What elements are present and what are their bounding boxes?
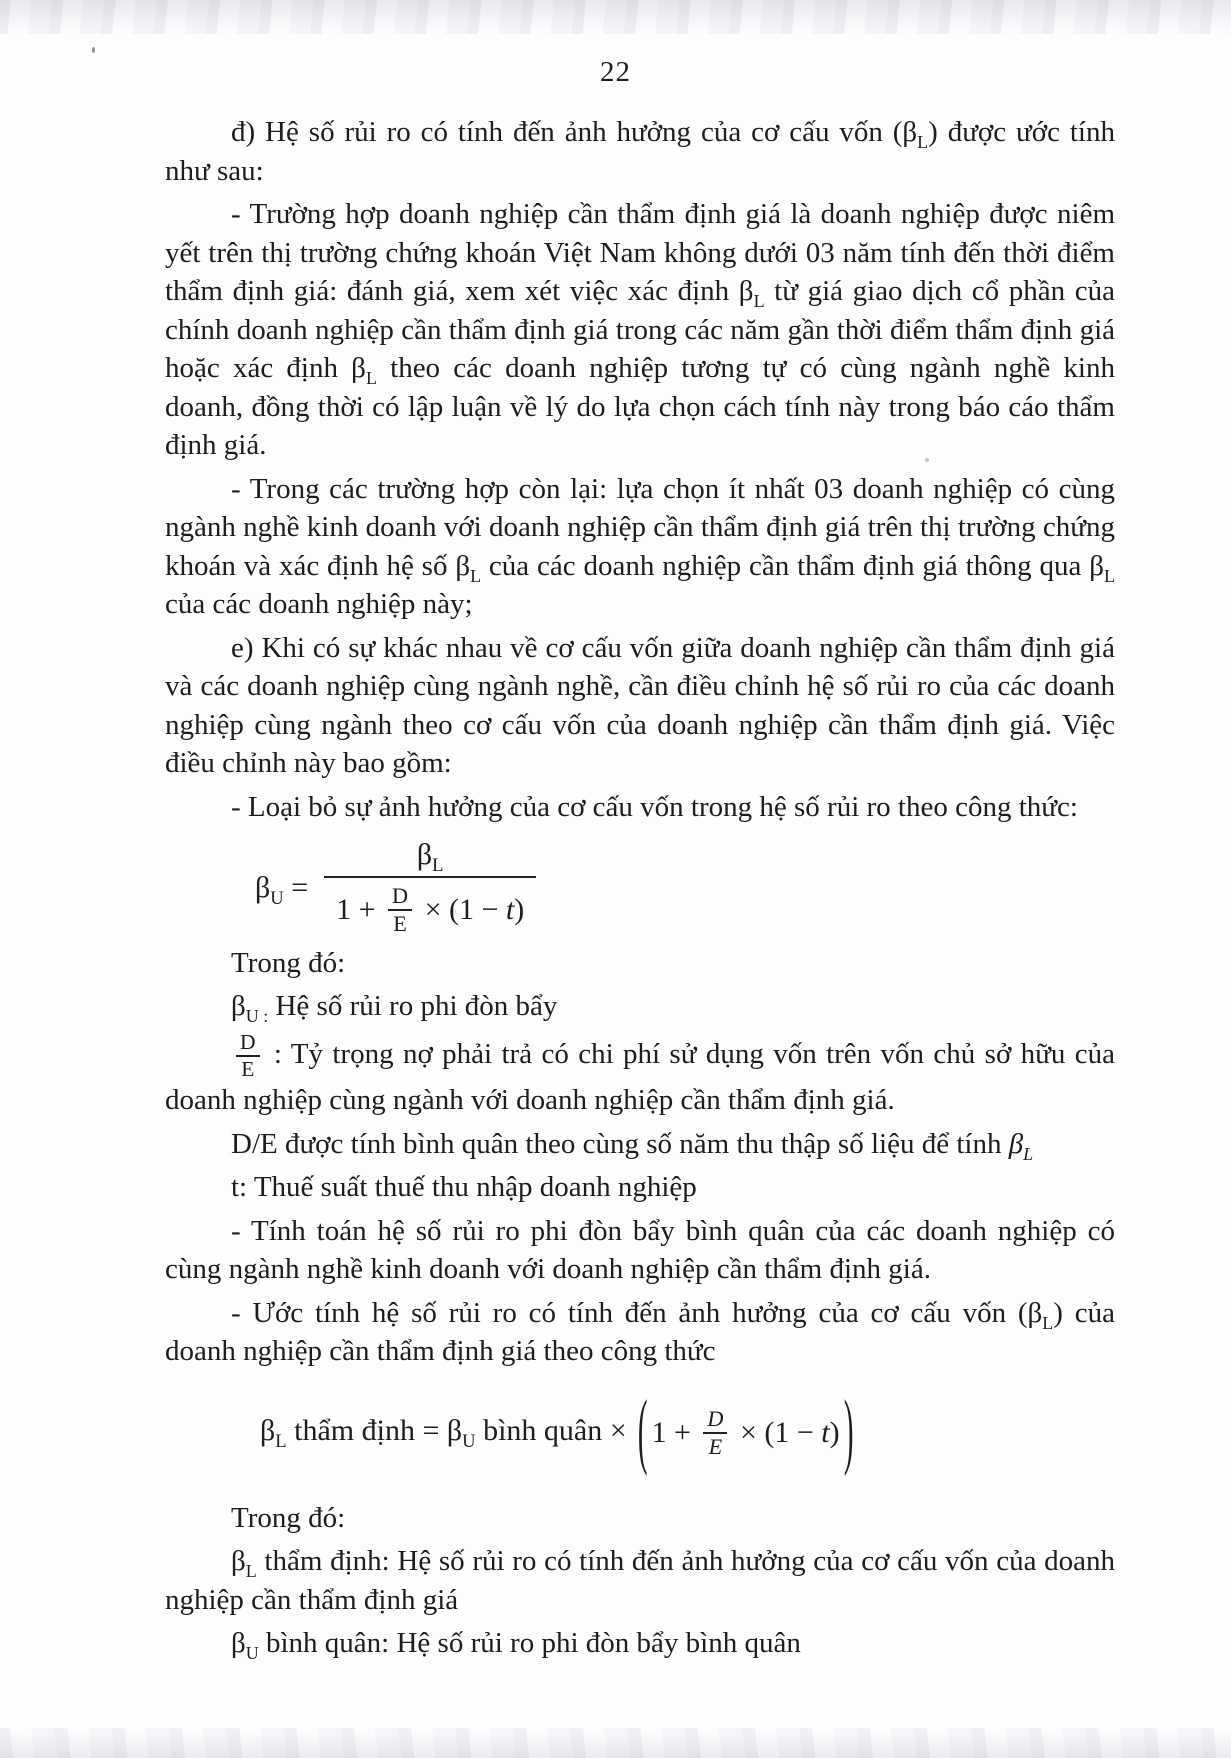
fraction-numerator [409, 840, 452, 876]
para-item-d [165, 113, 1115, 190]
text-segment: Hệ số rủi ro phi đòn bẩy [268, 990, 558, 1023]
text-segment: β [231, 990, 246, 1023]
text-segment: Trong đó: [231, 946, 346, 979]
formula-beta-levered [260, 1383, 1115, 1479]
formula-lhs [255, 870, 309, 909]
text-segment: Trong đó: [231, 1501, 346, 1534]
fraction-denominator [324, 876, 536, 936]
text-segment: β [1008, 1127, 1024, 1160]
text-segment: L [365, 367, 377, 388]
text-segment: theo các doanh nghiệp tương tự có cùng ngành nghề kinh doanh, đồng thời có lập luận về lý do lựa chọn cách tính này trong báo cáo thẩm định giá. [165, 352, 1115, 461]
text-segment: thẩm định = β [286, 1413, 463, 1447]
text-segment: t [505, 892, 515, 926]
text-segment: L [1023, 1143, 1034, 1164]
paren-inner [651, 1407, 839, 1459]
para-other-cases [165, 470, 1115, 624]
fraction-D-E: $\frac{D}{E}$ [236, 1031, 260, 1081]
text-segment: - Trong các trường hợp còn lại: lựa chọn ít nhất 03 doanh nghiệp có cùng ngành nghề kinh doanh với doanh nghiệp cần thẩm định giá trên thị trường chứng khoán và xác định hệ số β [165, 472, 1115, 582]
text-segment: β [231, 1545, 246, 1578]
paren-close: ) [843, 1385, 854, 1478]
text-segment: 1 + [336, 892, 384, 926]
text-segment: ) [514, 892, 525, 926]
def-de-ratio [165, 1031, 1115, 1120]
text-segment: × (1 − [732, 1416, 822, 1450]
text-segment: L [432, 855, 444, 876]
formula-beta-unlevered [255, 840, 536, 936]
text-segment: U [245, 1643, 259, 1664]
text-segment: L [245, 1561, 257, 1582]
para-listed-company-case [165, 195, 1115, 465]
text-segment: × (1 − [417, 892, 506, 926]
text-segment: L [917, 131, 929, 152]
text-segment: β [260, 1413, 276, 1447]
text-segment: ) của doanh nghiệp cần thẩm định giá theo công thức [165, 1296, 1115, 1368]
text-segment: t [821, 1416, 830, 1450]
text-segment: - Ước tính hệ số rủi ro có tính đến ảnh hưởng của cơ cấu vốn (β [231, 1296, 1043, 1329]
text-segment: D/E được tính bình quân theo cùng số năm thu thập số liệu để tính [231, 1127, 1009, 1160]
text-segment: L [1104, 565, 1115, 586]
text-segment: từ giá giao dịch cổ phần của chính doanh nghiệp cần thẩm định giá trong các năm gần thời điểm thẩm định giá hoặc xác định β [165, 275, 1115, 384]
text-segment: ) [829, 1416, 840, 1450]
text-segment: L [275, 1430, 287, 1452]
text-segment: L [753, 290, 765, 311]
text-segment: t: Thuế suất thuế thu nhập doanh nghiệp [231, 1171, 697, 1204]
big-fraction [324, 840, 536, 936]
para-compute-average [165, 1212, 1115, 1289]
text-segment: : Tỷ trọng nợ phải trả có chi phí sử dụng vốn trên vốn chủ sở hữu của doanh nghiệp cùng ngành với doanh nghiệp cần thẩm định giá. [165, 1037, 1115, 1117]
page-number: 22 [600, 56, 631, 88]
para-trong-do-2 [165, 1499, 1115, 1538]
text-segment: của các doanh nghiệp cần thẩm định giá thông qua β [481, 549, 1105, 582]
para-item-e [165, 629, 1115, 783]
text-segment: - Tính toán hệ số rủi ro phi đòn bẩy bình quân của các doanh nghiệp có cùng ngành nghề kinh doanh với doanh nghiệp cần thẩm định giá. [165, 1214, 1115, 1286]
paren-open: ( [638, 1385, 648, 1478]
def-beta-l-appraised [165, 1542, 1115, 1619]
text-segment: ) được ước tính như sau: [165, 116, 1115, 187]
text-segment: U [270, 887, 284, 909]
paren-group [634, 1385, 857, 1478]
para-de-average [165, 1125, 1115, 1164]
text-segment: β [255, 870, 271, 904]
text-segment: của các doanh nghiệp này; [165, 588, 473, 620]
text-segment: = [283, 870, 309, 904]
text-segment: - Loại bỏ sự ảnh hưởng của cơ cấu vốn trong hệ số rủi ro theo công thức: [231, 790, 1078, 823]
text-segment: L [1042, 1312, 1054, 1333]
text-segment: bình quân: Hệ số rủi ro phi đòn bẩy bình quân [258, 1627, 801, 1660]
text-segment: bình quân × [475, 1413, 635, 1447]
text-segment: e) Khi có sự khác nhau về cơ cấu vốn giữa doanh nghiệp cần thẩm định giá và các doanh nghiệp cùng ngành nghề, cần điều chỉnh hệ số rủi ro của các doanh nghiệp cùng ngành theo cơ cấu vốn của doanh nghiệp cần thẩm định giá. Việc điều chỉnh này bao gồm: [165, 631, 1115, 779]
para-estimate-levered [165, 1294, 1115, 1371]
text-segment: U : [245, 1006, 269, 1027]
document-body [165, 0, 1115, 1663]
text-segment: thẩm định: Hệ số rủi ro có tính đến ảnh hưởng của cơ cấu vốn của doanh nghiệp cần thẩm định giá [165, 1545, 1115, 1616]
scan-speck [92, 47, 95, 53]
para-remove-effect [165, 788, 1115, 827]
scan-artifact-bottom [0, 1728, 1231, 1758]
fraction-D-E: $\frac{D}{E}$ [388, 884, 412, 936]
text-segment: L [470, 565, 482, 586]
text-segment: đ) Hệ số rủi ro có tính đến ảnh hưởng của cơ cấu vốn (β [231, 116, 918, 148]
def-beta-u-average [165, 1624, 1115, 1663]
fraction-D-E: $\frac{D}{E}$ [703, 1407, 727, 1459]
text-segment: - Trường hợp doanh nghiệp cần thẩm định giá là doanh nghiệp được niêm yết trên thị trường chứng khoán Việt Nam không dưới 03 năm tính đến thời điểm thẩm định giá: đánh giá, xem xét việc xác định β [165, 198, 1115, 307]
text-segment: β [231, 1627, 246, 1660]
def-beta-u [165, 987, 1115, 1026]
para-trong-do-1 [165, 944, 1115, 983]
text-segment: U [462, 1430, 476, 1452]
text-segment: 1 + [651, 1416, 699, 1450]
text-segment: β [416, 838, 433, 871]
def-t [165, 1168, 1115, 1207]
